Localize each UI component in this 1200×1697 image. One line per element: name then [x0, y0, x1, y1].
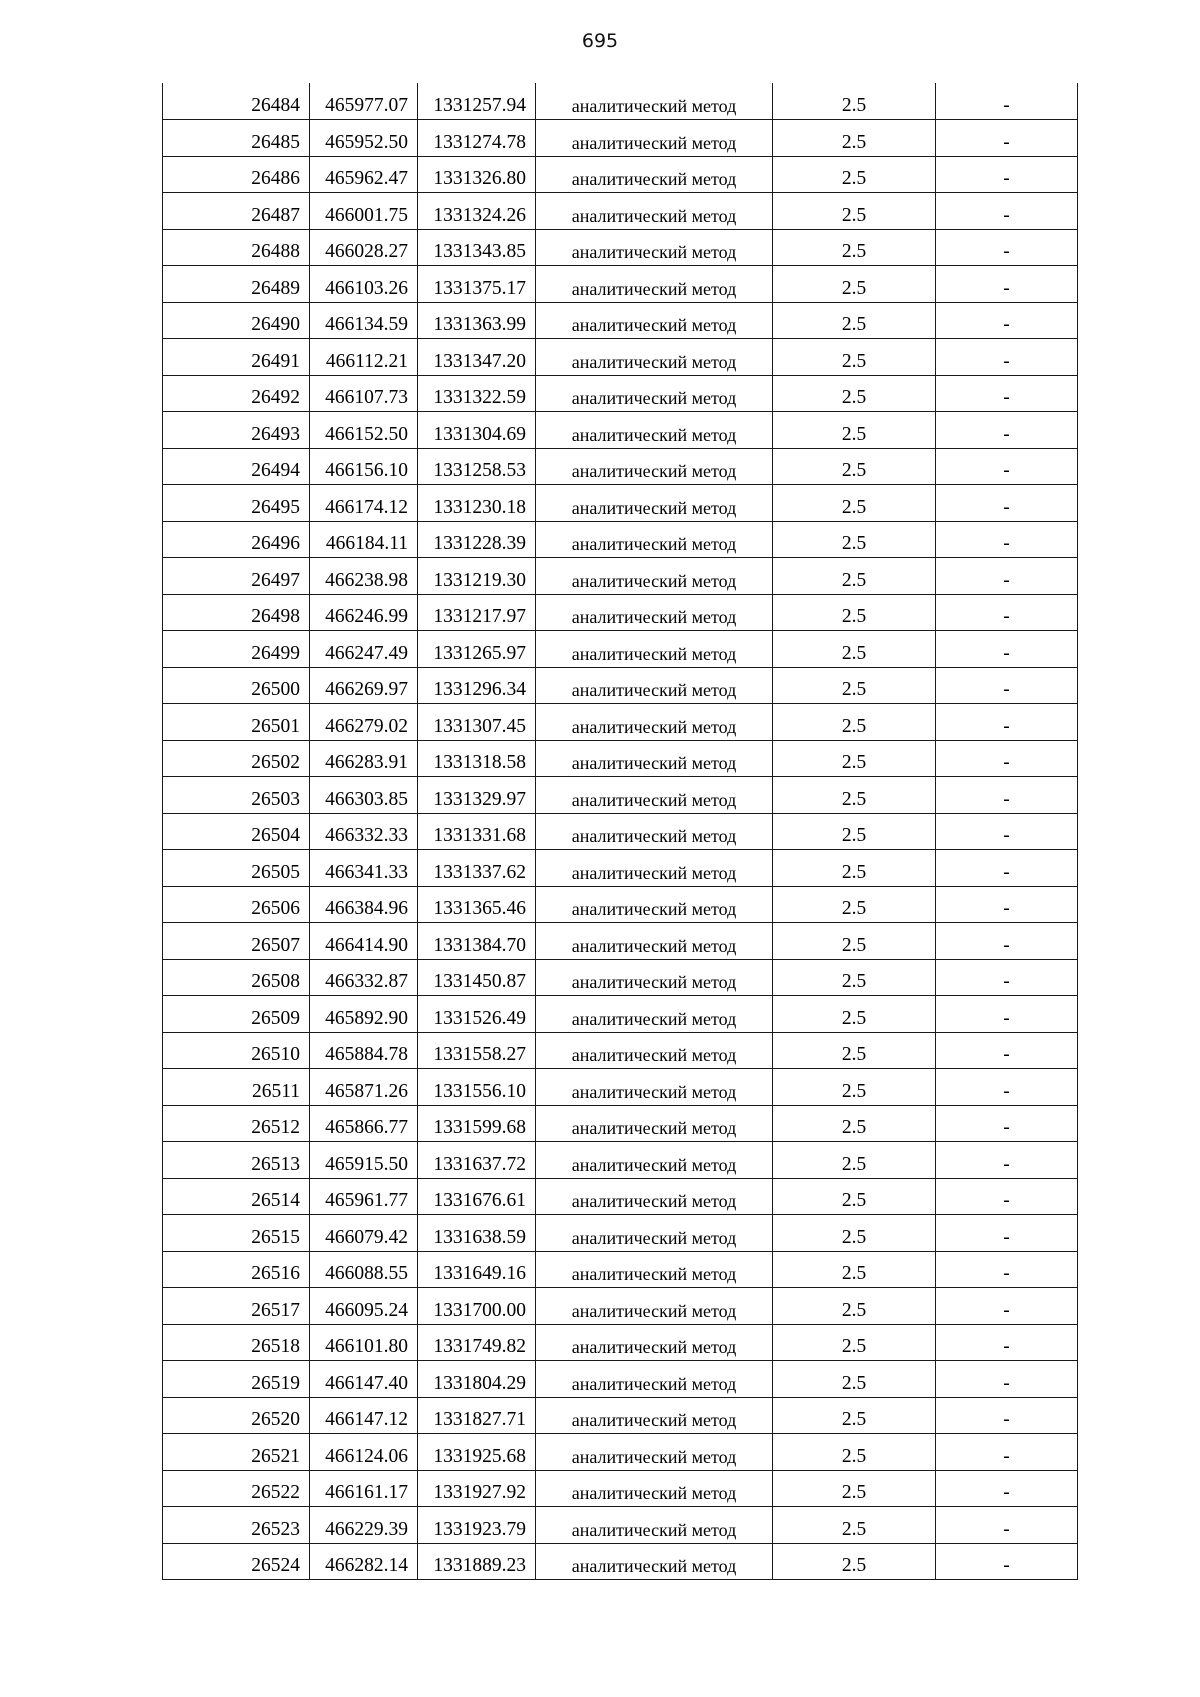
x-coordinate-cell: 466246.99 — [310, 594, 418, 631]
point-number-cell: 26513 — [163, 1142, 310, 1179]
note-cell: - — [936, 1324, 1078, 1361]
note-cell: - — [936, 704, 1078, 741]
y-coordinate-cell: 1331638.59 — [418, 1215, 536, 1252]
point-number-cell: 26501 — [163, 704, 310, 741]
point-number-cell: 26492 — [163, 375, 310, 412]
point-number-cell: 26520 — [163, 1397, 310, 1434]
table-row — [163, 594, 1078, 631]
accuracy-cell: 2.5 — [773, 1178, 936, 1215]
method-cell: аналитический метод — [536, 996, 773, 1033]
table-row — [163, 558, 1078, 595]
y-coordinate-cell: 1331347.20 — [418, 339, 536, 376]
accuracy-cell: 2.5 — [773, 156, 936, 193]
table-row — [163, 1251, 1078, 1288]
table-row — [163, 1361, 1078, 1398]
note-cell: - — [936, 1069, 1078, 1106]
table-row — [163, 1397, 1078, 1434]
x-coordinate-cell: 465961.77 — [310, 1178, 418, 1215]
note-cell: - — [936, 266, 1078, 303]
y-coordinate-cell: 1331265.97 — [418, 631, 536, 668]
note-cell: - — [936, 740, 1078, 777]
point-number-cell: 26485 — [163, 120, 310, 157]
y-coordinate-cell: 1331322.59 — [418, 375, 536, 412]
y-coordinate-cell: 1331599.68 — [418, 1105, 536, 1142]
method-cell: аналитический метод — [536, 1361, 773, 1398]
method-cell: аналитический метод — [536, 156, 773, 193]
accuracy-cell: 2.5 — [773, 83, 936, 120]
accuracy-cell: 2.5 — [773, 886, 936, 923]
accuracy-cell: 2.5 — [773, 996, 936, 1033]
table-row — [163, 1178, 1078, 1215]
table-row — [163, 1032, 1078, 1069]
accuracy-cell: 2.5 — [773, 521, 936, 558]
accuracy-cell: 2.5 — [773, 1069, 936, 1106]
y-coordinate-cell: 1331217.97 — [418, 594, 536, 631]
note-cell: - — [936, 1507, 1078, 1544]
note-cell: - — [936, 448, 1078, 485]
note-cell: - — [936, 996, 1078, 1033]
table-row — [163, 667, 1078, 704]
table-row — [163, 1142, 1078, 1179]
y-coordinate-cell: 1331329.97 — [418, 777, 536, 814]
x-coordinate-cell: 466303.85 — [310, 777, 418, 814]
table-row — [163, 156, 1078, 193]
table-body — [163, 83, 1078, 1580]
point-number-cell: 26493 — [163, 412, 310, 449]
x-coordinate-cell: 465962.47 — [310, 156, 418, 193]
method-cell: аналитический метод — [536, 923, 773, 960]
point-number-cell: 26516 — [163, 1251, 310, 1288]
y-coordinate-cell: 1331337.62 — [418, 850, 536, 887]
x-coordinate-cell: 465952.50 — [310, 120, 418, 157]
table-row — [163, 266, 1078, 303]
method-cell: аналитический метод — [536, 1178, 773, 1215]
method-cell: аналитический метод — [536, 558, 773, 595]
accuracy-cell: 2.5 — [773, 339, 936, 376]
accuracy-cell: 2.5 — [773, 1397, 936, 1434]
method-cell: аналитический метод — [536, 1251, 773, 1288]
table-row — [163, 120, 1078, 157]
accuracy-cell: 2.5 — [773, 704, 936, 741]
table-row — [163, 193, 1078, 230]
x-coordinate-cell: 466238.98 — [310, 558, 418, 595]
note-cell: - — [936, 1543, 1078, 1580]
y-coordinate-cell: 1331331.68 — [418, 813, 536, 850]
note-cell: - — [936, 558, 1078, 595]
y-coordinate-cell: 1331558.27 — [418, 1032, 536, 1069]
y-coordinate-cell: 1331318.58 — [418, 740, 536, 777]
page-number: 695 — [581, 30, 619, 52]
note-cell: - — [936, 631, 1078, 668]
x-coordinate-cell: 466101.80 — [310, 1324, 418, 1361]
x-coordinate-cell: 466088.55 — [310, 1251, 418, 1288]
note-cell: - — [936, 959, 1078, 996]
note-cell: - — [936, 521, 1078, 558]
accuracy-cell: 2.5 — [773, 1470, 936, 1507]
note-cell: - — [936, 1288, 1078, 1325]
y-coordinate-cell: 1331927.92 — [418, 1470, 536, 1507]
y-coordinate-cell: 1331923.79 — [418, 1507, 536, 1544]
point-number-cell: 26511 — [163, 1069, 310, 1106]
y-coordinate-cell: 1331749.82 — [418, 1324, 536, 1361]
x-coordinate-cell: 466152.50 — [310, 412, 418, 449]
table-row — [163, 1543, 1078, 1580]
table-row — [163, 1470, 1078, 1507]
method-cell: аналитический метод — [536, 266, 773, 303]
accuracy-cell: 2.5 — [773, 1288, 936, 1325]
table-row — [163, 83, 1078, 120]
method-cell: аналитический метод — [536, 1434, 773, 1471]
table-row — [163, 850, 1078, 887]
note-cell: - — [936, 1215, 1078, 1252]
x-coordinate-cell: 466283.91 — [310, 740, 418, 777]
point-number-cell: 26486 — [163, 156, 310, 193]
point-number-cell: 26524 — [163, 1543, 310, 1580]
method-cell: аналитический метод — [536, 1142, 773, 1179]
x-coordinate-cell: 466134.59 — [310, 302, 418, 339]
table-row — [163, 375, 1078, 412]
table-row — [163, 521, 1078, 558]
y-coordinate-cell: 1331637.72 — [418, 1142, 536, 1179]
note-cell: - — [936, 1434, 1078, 1471]
method-cell: аналитический метод — [536, 1397, 773, 1434]
method-cell: аналитический метод — [536, 83, 773, 120]
point-number-cell: 26508 — [163, 959, 310, 996]
x-coordinate-cell: 466279.02 — [310, 704, 418, 741]
accuracy-cell: 2.5 — [773, 813, 936, 850]
x-coordinate-cell: 466095.24 — [310, 1288, 418, 1325]
method-cell: аналитический метод — [536, 229, 773, 266]
accuracy-cell: 2.5 — [773, 558, 936, 595]
point-number-cell: 26499 — [163, 631, 310, 668]
table-row — [163, 1069, 1078, 1106]
table-row — [163, 1434, 1078, 1471]
x-coordinate-cell: 466247.49 — [310, 631, 418, 668]
point-number-cell: 26523 — [163, 1507, 310, 1544]
accuracy-cell: 2.5 — [773, 193, 936, 230]
y-coordinate-cell: 1331700.00 — [418, 1288, 536, 1325]
point-number-cell: 26494 — [163, 448, 310, 485]
coordinates-table-container — [162, 83, 1077, 1580]
table-row — [163, 886, 1078, 923]
note-cell: - — [936, 302, 1078, 339]
y-coordinate-cell: 1331375.17 — [418, 266, 536, 303]
table-row — [163, 740, 1078, 777]
method-cell: аналитический метод — [536, 1215, 773, 1252]
y-coordinate-cell: 1331343.85 — [418, 229, 536, 266]
x-coordinate-cell: 466384.96 — [310, 886, 418, 923]
method-cell: аналитический метод — [536, 521, 773, 558]
table-row — [163, 412, 1078, 449]
table-row — [163, 1507, 1078, 1544]
table-row — [163, 1215, 1078, 1252]
point-number-cell: 26497 — [163, 558, 310, 595]
y-coordinate-cell: 1331304.69 — [418, 412, 536, 449]
table-row — [163, 1105, 1078, 1142]
y-coordinate-cell: 1331363.99 — [418, 302, 536, 339]
accuracy-cell: 2.5 — [773, 740, 936, 777]
x-coordinate-cell: 466414.90 — [310, 923, 418, 960]
note-cell: - — [936, 813, 1078, 850]
x-coordinate-cell: 466103.26 — [310, 266, 418, 303]
note-cell: - — [936, 339, 1078, 376]
accuracy-cell: 2.5 — [773, 412, 936, 449]
note-cell: - — [936, 667, 1078, 704]
method-cell: аналитический метод — [536, 1470, 773, 1507]
accuracy-cell: 2.5 — [773, 1105, 936, 1142]
accuracy-cell: 2.5 — [773, 1434, 936, 1471]
y-coordinate-cell: 1331804.29 — [418, 1361, 536, 1398]
point-number-cell: 26510 — [163, 1032, 310, 1069]
method-cell: аналитический метод — [536, 850, 773, 887]
y-coordinate-cell: 1331228.39 — [418, 521, 536, 558]
method-cell: аналитический метод — [536, 1069, 773, 1106]
method-cell: аналитический метод — [536, 448, 773, 485]
note-cell: - — [936, 120, 1078, 157]
point-number-cell: 26490 — [163, 302, 310, 339]
accuracy-cell: 2.5 — [773, 1032, 936, 1069]
y-coordinate-cell: 1331889.23 — [418, 1543, 536, 1580]
method-cell: аналитический метод — [536, 594, 773, 631]
note-cell: - — [936, 412, 1078, 449]
method-cell: аналитический метод — [536, 120, 773, 157]
x-coordinate-cell: 465866.77 — [310, 1105, 418, 1142]
x-coordinate-cell: 466184.11 — [310, 521, 418, 558]
point-number-cell: 26515 — [163, 1215, 310, 1252]
method-cell: аналитический метод — [536, 1543, 773, 1580]
point-number-cell: 26522 — [163, 1470, 310, 1507]
accuracy-cell: 2.5 — [773, 1543, 936, 1580]
method-cell: аналитический метод — [536, 1105, 773, 1142]
note-cell: - — [936, 777, 1078, 814]
note-cell: - — [936, 193, 1078, 230]
y-coordinate-cell: 1331326.80 — [418, 156, 536, 193]
table-row — [163, 996, 1078, 1033]
y-coordinate-cell: 1331274.78 — [418, 120, 536, 157]
accuracy-cell: 2.5 — [773, 777, 936, 814]
accuracy-cell: 2.5 — [773, 1361, 936, 1398]
point-number-cell: 26504 — [163, 813, 310, 850]
point-number-cell: 26514 — [163, 1178, 310, 1215]
accuracy-cell: 2.5 — [773, 850, 936, 887]
note-cell: - — [936, 1032, 1078, 1069]
accuracy-cell: 2.5 — [773, 1507, 936, 1544]
note-cell: - — [936, 83, 1078, 120]
y-coordinate-cell: 1331556.10 — [418, 1069, 536, 1106]
method-cell: аналитический метод — [536, 1324, 773, 1361]
method-cell: аналитический метод — [536, 631, 773, 668]
point-number-cell: 26498 — [163, 594, 310, 631]
x-coordinate-cell: 465977.07 — [310, 83, 418, 120]
table-row — [163, 448, 1078, 485]
method-cell: аналитический метод — [536, 886, 773, 923]
note-cell: - — [936, 923, 1078, 960]
x-coordinate-cell: 466107.73 — [310, 375, 418, 412]
x-coordinate-cell: 465915.50 — [310, 1142, 418, 1179]
method-cell: аналитический метод — [536, 1507, 773, 1544]
y-coordinate-cell: 1331258.53 — [418, 448, 536, 485]
x-coordinate-cell: 466174.12 — [310, 485, 418, 522]
y-coordinate-cell: 1331384.70 — [418, 923, 536, 960]
accuracy-cell: 2.5 — [773, 959, 936, 996]
note-cell: - — [936, 229, 1078, 266]
x-coordinate-cell: 466332.87 — [310, 959, 418, 996]
note-cell: - — [936, 485, 1078, 522]
accuracy-cell: 2.5 — [773, 448, 936, 485]
y-coordinate-cell: 1331526.49 — [418, 996, 536, 1033]
point-number-cell: 26509 — [163, 996, 310, 1033]
note-cell: - — [936, 1361, 1078, 1398]
note-cell: - — [936, 1142, 1078, 1179]
y-coordinate-cell: 1331257.94 — [418, 83, 536, 120]
table-row — [163, 813, 1078, 850]
point-number-cell: 26488 — [163, 229, 310, 266]
point-number-cell: 26487 — [163, 193, 310, 230]
x-coordinate-cell: 466282.14 — [310, 1543, 418, 1580]
note-cell: - — [936, 850, 1078, 887]
point-number-cell: 26503 — [163, 777, 310, 814]
y-coordinate-cell: 1331324.26 — [418, 193, 536, 230]
accuracy-cell: 2.5 — [773, 594, 936, 631]
y-coordinate-cell: 1331676.61 — [418, 1178, 536, 1215]
table-row — [163, 485, 1078, 522]
accuracy-cell: 2.5 — [773, 1142, 936, 1179]
method-cell: аналитический метод — [536, 740, 773, 777]
point-number-cell: 26491 — [163, 339, 310, 376]
method-cell: аналитический метод — [536, 412, 773, 449]
note-cell: - — [936, 375, 1078, 412]
y-coordinate-cell: 1331827.71 — [418, 1397, 536, 1434]
accuracy-cell: 2.5 — [773, 1324, 936, 1361]
method-cell: аналитический метод — [536, 667, 773, 704]
note-cell: - — [936, 594, 1078, 631]
method-cell: аналитический метод — [536, 704, 773, 741]
point-number-cell: 26518 — [163, 1324, 310, 1361]
x-coordinate-cell: 466161.17 — [310, 1470, 418, 1507]
point-number-cell: 26507 — [163, 923, 310, 960]
x-coordinate-cell: 465871.26 — [310, 1069, 418, 1106]
point-number-cell: 26496 — [163, 521, 310, 558]
x-coordinate-cell: 466112.21 — [310, 339, 418, 376]
x-coordinate-cell: 465892.90 — [310, 996, 418, 1033]
x-coordinate-cell: 466269.97 — [310, 667, 418, 704]
accuracy-cell: 2.5 — [773, 229, 936, 266]
coordinates-table — [162, 83, 1078, 1580]
table-row — [163, 339, 1078, 376]
point-number-cell: 26495 — [163, 485, 310, 522]
x-coordinate-cell: 466124.06 — [310, 1434, 418, 1471]
method-cell: аналитический метод — [536, 813, 773, 850]
x-coordinate-cell: 466229.39 — [310, 1507, 418, 1544]
accuracy-cell: 2.5 — [773, 667, 936, 704]
y-coordinate-cell: 1331365.46 — [418, 886, 536, 923]
note-cell: - — [936, 1397, 1078, 1434]
method-cell: аналитический метод — [536, 777, 773, 814]
table-row — [163, 302, 1078, 339]
point-number-cell: 26512 — [163, 1105, 310, 1142]
point-number-cell: 26505 — [163, 850, 310, 887]
table-row — [163, 1324, 1078, 1361]
accuracy-cell: 2.5 — [773, 266, 936, 303]
accuracy-cell: 2.5 — [773, 302, 936, 339]
y-coordinate-cell: 1331230.18 — [418, 485, 536, 522]
y-coordinate-cell: 1331219.30 — [418, 558, 536, 595]
accuracy-cell: 2.5 — [773, 631, 936, 668]
x-coordinate-cell: 466332.33 — [310, 813, 418, 850]
y-coordinate-cell: 1331649.16 — [418, 1251, 536, 1288]
point-number-cell: 26519 — [163, 1361, 310, 1398]
point-number-cell: 26484 — [163, 83, 310, 120]
method-cell: аналитический метод — [536, 302, 773, 339]
y-coordinate-cell: 1331307.45 — [418, 704, 536, 741]
y-coordinate-cell: 1331450.87 — [418, 959, 536, 996]
note-cell: - — [936, 1105, 1078, 1142]
method-cell: аналитический метод — [536, 1032, 773, 1069]
table-row — [163, 1288, 1078, 1325]
table-row — [163, 777, 1078, 814]
note-cell: - — [936, 1470, 1078, 1507]
point-number-cell: 26506 — [163, 886, 310, 923]
point-number-cell: 26521 — [163, 1434, 310, 1471]
table-row — [163, 959, 1078, 996]
accuracy-cell: 2.5 — [773, 375, 936, 412]
note-cell: - — [936, 1178, 1078, 1215]
accuracy-cell: 2.5 — [773, 1215, 936, 1252]
point-number-cell: 26502 — [163, 740, 310, 777]
note-cell: - — [936, 1251, 1078, 1288]
method-cell: аналитический метод — [536, 193, 773, 230]
y-coordinate-cell: 1331925.68 — [418, 1434, 536, 1471]
x-coordinate-cell: 466028.27 — [310, 229, 418, 266]
point-number-cell: 26517 — [163, 1288, 310, 1325]
x-coordinate-cell: 466001.75 — [310, 193, 418, 230]
x-coordinate-cell: 465884.78 — [310, 1032, 418, 1069]
table-row — [163, 229, 1078, 266]
method-cell: аналитический метод — [536, 339, 773, 376]
method-cell: аналитический метод — [536, 959, 773, 996]
x-coordinate-cell: 466079.42 — [310, 1215, 418, 1252]
note-cell: - — [936, 886, 1078, 923]
y-coordinate-cell: 1331296.34 — [418, 667, 536, 704]
accuracy-cell: 2.5 — [773, 1251, 936, 1288]
x-coordinate-cell: 466147.40 — [310, 1361, 418, 1398]
accuracy-cell: 2.5 — [773, 120, 936, 157]
table-row — [163, 704, 1078, 741]
x-coordinate-cell: 466147.12 — [310, 1397, 418, 1434]
note-cell: - — [936, 156, 1078, 193]
accuracy-cell: 2.5 — [773, 923, 936, 960]
accuracy-cell: 2.5 — [773, 485, 936, 522]
table-row — [163, 923, 1078, 960]
point-number-cell: 26489 — [163, 266, 310, 303]
table-row — [163, 631, 1078, 668]
method-cell: аналитический метод — [536, 1288, 773, 1325]
method-cell: аналитический метод — [536, 375, 773, 412]
x-coordinate-cell: 466341.33 — [310, 850, 418, 887]
point-number-cell: 26500 — [163, 667, 310, 704]
x-coordinate-cell: 466156.10 — [310, 448, 418, 485]
method-cell: аналитический метод — [536, 485, 773, 522]
